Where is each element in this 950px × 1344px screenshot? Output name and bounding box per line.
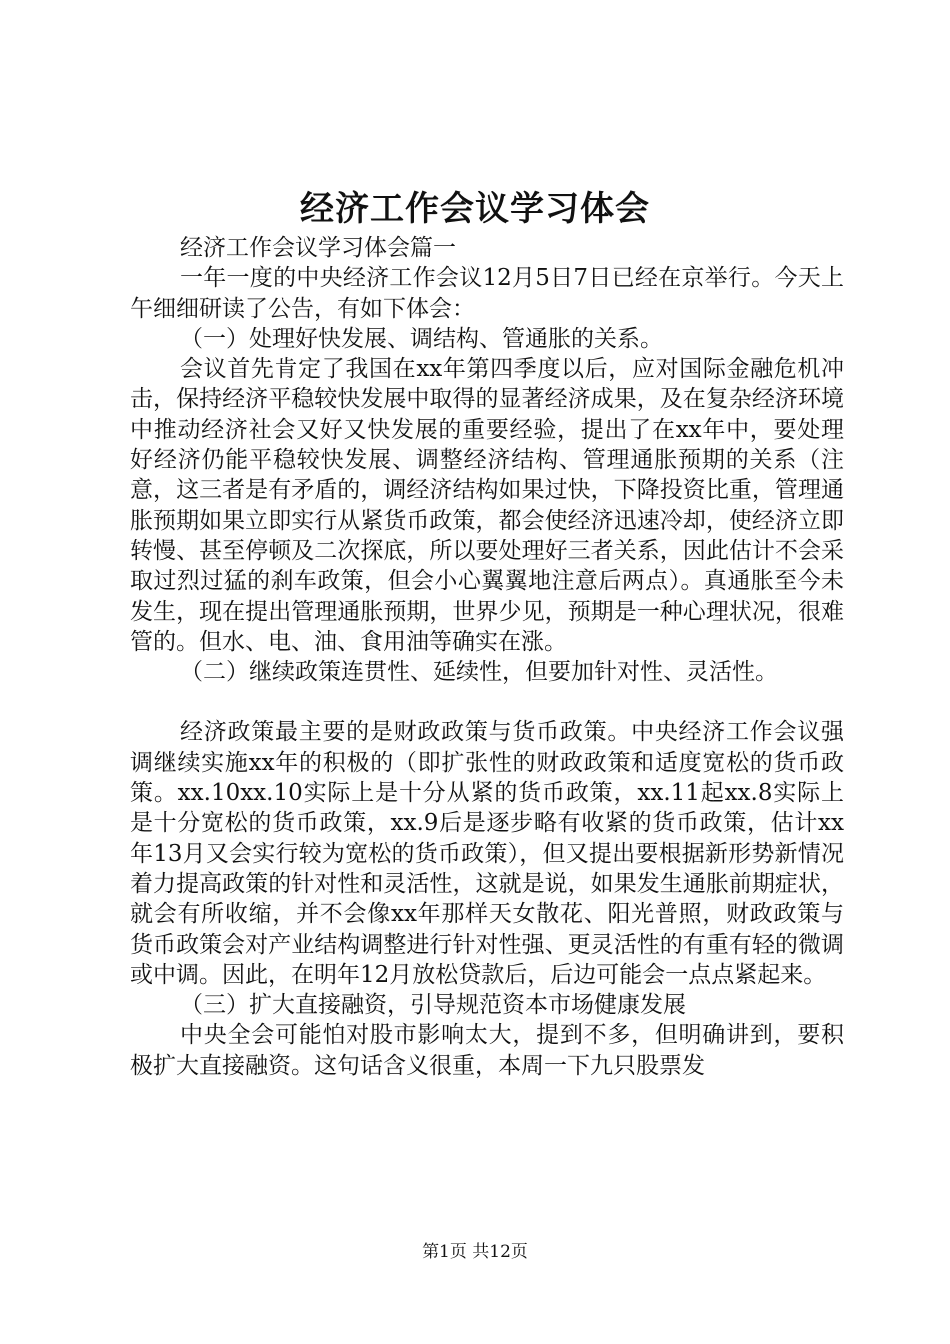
section-heading: 经济工作会议学习体会篇一 xyxy=(180,235,456,261)
subheading: （二）继续政策连贯性、延续性，但要加针对性、灵活性。 xyxy=(180,659,778,686)
subheading: （三）扩大直接融资，引导规范资本市场健康发展 xyxy=(180,992,686,1019)
paragraph: 会议首先肯定了我国在xx年第四季度以后，应对国际金融危机冲击，保持经济平稳较快发展中取得的显著经济成果，及在复杂经济环境中推动经济社会又好又快发展的重要经验，提出了在xx年中，要处理好经济仍能平稳较快发展、调整经济结构、管理通胀预期的关系（注意，这三者是有矛盾的，调经济结构如果过快，下降投资比重，管理通胀预期如果立即实行从紧货币政策，都会使经济迅速冷却，使经济立即转慢、甚至停顿及二次探底，所以要处理好三者关系，因此估计不会采取过烈过猛的刹车政策，但会小心翼翼地注意后两点）。真通胀至今未发生，现在提出管理通胀预期，世界少见，预期是一种心理状况，很难管的。但水、电、油、食用油等确实在涨。 xyxy=(130,356,844,655)
document-title: 经济工作会议学习体会 xyxy=(300,189,650,229)
paragraph: 经济政策最主要的是财政政策与货币政策。中央经济工作会议强调继续实施xx年的积极的（即扩张性的财政政策和适度宽松的货币政策。xx.10xx.10实际上是十分从紧的货币政策，xx.11起xx.8实际上是十分宽松的货币政策，xx.9后是逐步略有收紧的货币政策，估计xx年13月又会实行较为宽松的货币政策），但又提出要根据新形势新情况着力提高政策的针对性和灵活性，这就是说，如果发生通胀前期症状，就会有所收缩，并不会像xx年那样天女散花、阳光普照，财政政策与货币政策会对产业结构调整进行针对性强、更灵活性的有重有轻的微调或中调。因此，在明年12月放松贷款后，后边可能会一点点紧起来。 xyxy=(130,719,844,988)
blank-line xyxy=(130,687,844,717)
document-body xyxy=(130,233,844,1081)
paragraph: 一年一度的中央经济工作会议12月5日7日已经在京举行。今天上午细细研读了公告，有如下体会： xyxy=(130,265,844,322)
paragraph: 中央全会可能怕对股市影响太大，提到不多，但明确讲到，要积极扩大直接融资。这句话含义很重，本周一下九只股票发 xyxy=(130,1022,844,1079)
page-number-footer: 第1页 共12页 xyxy=(422,1242,528,1262)
subheading: （一）处理好快发展、调结构、管通胀的关系。 xyxy=(180,325,663,352)
